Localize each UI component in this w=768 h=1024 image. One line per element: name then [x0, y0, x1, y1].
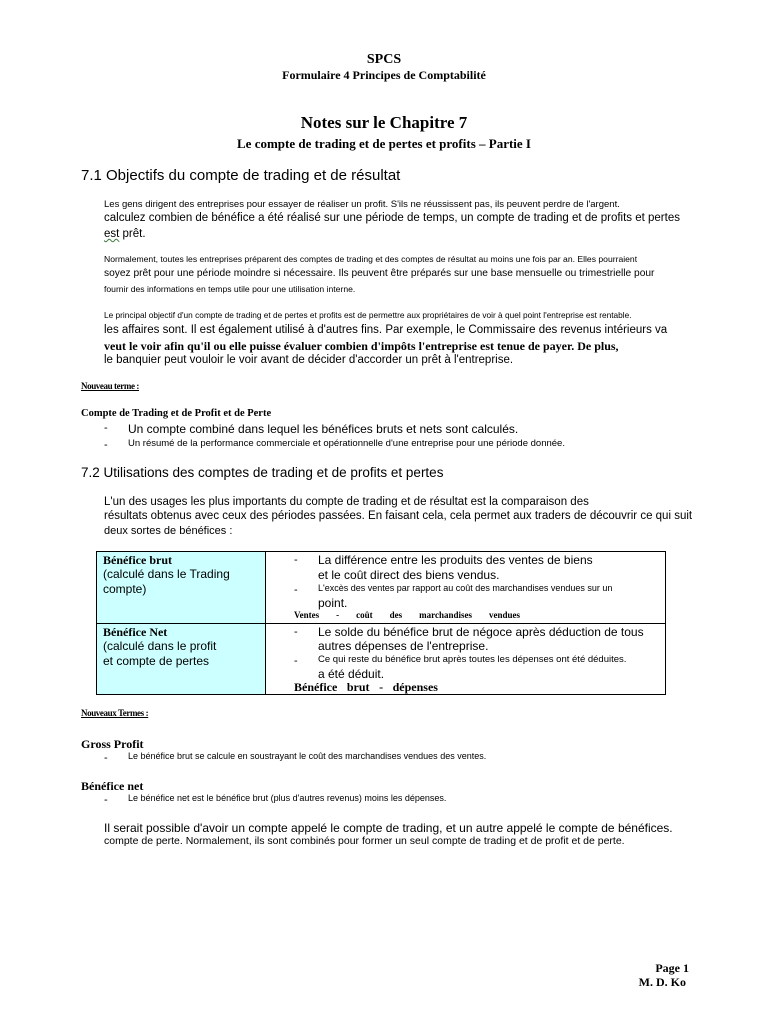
paragraph-line: le banquier peut vouloir le voir avant de décider d'accorder un prêt à l'entreprise.	[104, 354, 514, 366]
new-term-label: Nouveau terme :	[81, 381, 139, 391]
table-label-cell	[97, 624, 266, 695]
label-line: compte)	[103, 582, 147, 596]
paragraph-line: les affaires sont. Il est également utilisé à d'autres fins. Par exemple, le Commissaire des revenus intérieurs va	[104, 324, 668, 336]
section-7-2-heading: 7.2 Utilisations des comptes de trading et de profits et pertes	[81, 465, 444, 480]
paragraph-line: L'un des usages les plus importants du compte de trading et de résultat est la comparaison des	[104, 496, 589, 508]
cell-line: Ce qui reste du bénéfice brut après toutes les dépenses ont été déduites.	[318, 654, 627, 665]
cell-line: La différence entre les produits des ventes de biens	[318, 553, 593, 567]
paragraph-line: résultats obtenus avec ceux des périodes passées. En faisant cela, cela permet aux traders de découvrir ce qui suit	[104, 510, 693, 522]
chapter-title: Notes sur le Chapitre 7	[300, 113, 468, 132]
cell-line: point.	[318, 596, 348, 610]
paragraph-line: compte de perte. Normalement, ils sont combinés pour former un seul compte de trading et de profit et de perte.	[104, 835, 625, 847]
net-profit-formula: Bénéfice brut - dépenses	[294, 680, 438, 694]
table-label-cell	[97, 552, 266, 624]
page-number: Page 1	[655, 961, 689, 975]
term-title: Compte de Trading et de Profit et de Perte	[81, 408, 272, 419]
paragraph-line: veut le voir afin qu'il ou elle puisse évaluer combien d'impôts l'entreprise est tenue de payer. De plus,	[104, 339, 619, 353]
bullet-dash: -	[104, 794, 108, 806]
paragraph-line: calculez combien de bénéfice a été réalisé sur une période de temps, un compte de trading et de profits et pertes	[104, 212, 680, 224]
paragraph-line: soyez prêt pour une période moindre si nécessaire. Ils peuvent être préparés sur une base mensuelle ou trimestrielle pour	[104, 268, 655, 279]
table-row	[97, 552, 666, 624]
paragraph-line: est prêt.	[104, 228, 146, 240]
label-line: (calculé dans le Trading	[103, 567, 230, 581]
cell-line: Le solde du bénéfice brut de négoce après déduction de tous	[318, 625, 644, 639]
spellcheck-word: est	[104, 228, 120, 240]
bullet-dash: -	[294, 655, 298, 667]
paragraph-line: deux sortes de bénéfices :	[104, 525, 233, 537]
term-bullet: Un compte combiné dans lequel les bénéfices bruts et nets sont calculés.	[128, 422, 519, 436]
gross-profit-term-definition: Le bénéfice brut se calcule en soustrayant le coût des marchandises vendues des ventes.	[128, 751, 487, 761]
gross-profit-term-title: Gross Profit	[81, 737, 144, 751]
cell-line: a été déduit.	[318, 667, 385, 681]
bullet-dash: -	[294, 584, 298, 596]
table-content-cell	[266, 624, 666, 695]
gross-profit-label: Bénéfice brut	[103, 553, 172, 567]
bullet-dash: -	[104, 752, 108, 764]
paragraph-line: Le principal objectif d'un compte de trading et de pertes et profits est de permettre aux propriétaires de voir à quel point l'entreprise est rentable.	[104, 310, 632, 320]
bullet-dash: -	[104, 422, 108, 434]
net-profit-label: Bénéfice Net	[103, 625, 168, 639]
doc-header-subtitle: Formulaire 4 Principes de Comptabilité	[282, 68, 486, 82]
paragraph-line: fournir des informations en temps utile pour une utilisation interne.	[104, 284, 356, 294]
paragraph-line: Normalement, toutes les entreprises préparent des comptes de trading et des comptes de résultat au moins une fois par an. Elles pourraient	[104, 254, 638, 264]
label-line: (calculé dans le profit	[103, 639, 217, 653]
new-terms-label: Nouveaux Termes :	[81, 708, 149, 718]
term-bullet: Un résumé de la performance commerciale et opérationnelle d'une entreprise pour une période donnée.	[128, 438, 565, 449]
cell-line: et le coût direct des biens vendus.	[318, 568, 500, 582]
profit-table	[96, 551, 666, 695]
chapter-subtitle: Le compte de trading et de pertes et profits – Partie I	[237, 136, 531, 151]
cell-line: autres dépenses de l'entreprise.	[318, 639, 489, 653]
net-profit-term-title: Bénéfice net	[81, 779, 144, 793]
cell-line: L'excès des ventes par rapport au coût des marchandises vendues sur un	[318, 583, 613, 593]
table-row	[97, 624, 666, 695]
paragraph-line: Il serait possible d'avoir un compte appelé le compte de trading, et un autre appelé le compte de bénéfices.	[104, 821, 673, 835]
net-profit-term-definition: Le bénéfice net est le bénéfice brut (plus d'autres revenus) moins les dépenses.	[128, 793, 447, 803]
author-initials: M. D. Ko	[638, 975, 686, 989]
bullet-dash: -	[104, 439, 108, 451]
paragraph-line: Les gens dirigent des entreprises pour essayer de réaliser un profit. S'ils ne réussissent pas, ils peuvent perdre de l'argent.	[104, 199, 620, 210]
table-content-cell	[266, 552, 666, 624]
section-7-1-heading: 7.1 Objectifs du compte de trading et de résultat	[81, 167, 401, 184]
bullet-dash: -	[294, 626, 298, 638]
doc-header-title: SPCS	[366, 52, 402, 67]
gross-profit-formula: Ventes - coût des marchandises vendues	[294, 610, 520, 620]
bullet-dash: -	[294, 554, 298, 566]
label-line: et compte de pertes	[103, 654, 210, 668]
